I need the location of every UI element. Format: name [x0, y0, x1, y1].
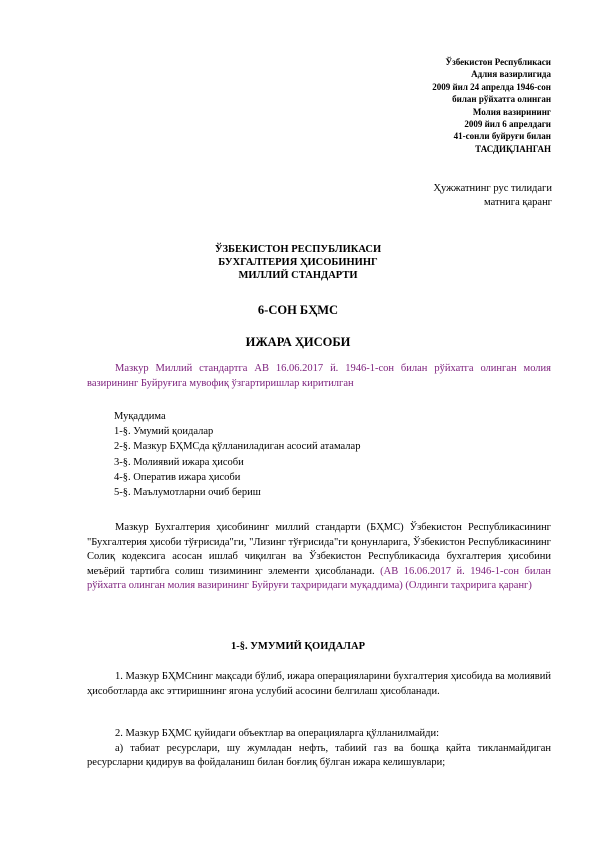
approval-line: 2009 йил 6 апрелдаги [464, 119, 551, 130]
toc-item-section-2[interactable]: 2-§. Мазкур БҲМСда қўлланиладиган асосий атамалар [114, 441, 361, 453]
standard-title [0, 243, 596, 282]
ref-note-line: Ҳужжатнинг рус тилидаги [433, 183, 552, 194]
toc-item-section-5[interactable]: 5-§. Маълумотларни очиб бериш [114, 487, 261, 499]
ref-note-line: матнига қаранг [484, 197, 552, 208]
preamble-paragraph [87, 521, 551, 594]
approval-line: Молия вазирининг [472, 106, 551, 117]
clause-2-text: 2. Мазкур БҲМС қуйидаги объектлар ва операцияларга қўлланилмайди: [115, 728, 439, 739]
standard-name: ИЖАРА ҲИСОБИ [245, 335, 351, 349]
amendment-note[interactable] [87, 362, 551, 391]
amendment-note-text: Мазкур Миллий стандартга АВ 16.06.2017 й. 1946-1-сон билан рўйхатга олинган молия вазирининг Буйруғига мувофиқ ўзгартиришлар киритилган [87, 363, 551, 389]
toc-item-section-4[interactable]: 4-§. Оператив ижара ҳисоби [114, 471, 241, 483]
standard-title-line: ЎЗБЕКИСТОН РЕСПУБЛИКАСИ [214, 244, 382, 255]
section-1-title: 1-§. УМУМИЙ ҚОИДАЛАР [230, 641, 365, 652]
approval-line: Ўзбекистон Республикаси [445, 57, 551, 67]
toc-item-preamble[interactable]: Муқаддима [114, 411, 166, 422]
russian-text-link[interactable] [332, 182, 552, 210]
table-of-contents [114, 409, 360, 500]
approval-line: ТАСДИҚЛАНГАН [475, 143, 551, 154]
standard-title-line: БУХГАЛТЕРИЯ ҲИСОБИНИНГ [218, 257, 378, 268]
approval-line: билан рўйхатга олинган [452, 94, 551, 105]
toc-item-section-3[interactable]: 3-§. Молиявий ижара ҳисоби [114, 456, 244, 468]
clause-2a-text: а) табиат ресурслари, шу жумладан нефть, табиий газ ва бошқа қайта тикланмайдиган ресурсларни қидирув ва фойдаланиш билан боғлиқ бўлган ижара келишувлари; [87, 742, 551, 769]
preamble-text: Мазкур Бухгалтерия ҳисобининг миллий стандарти (БҲМС) Ўзбекистон Республикасининг "Бухгалтерия ҳисоби тўғрисида"ги, "Лизинг тўғрисида"ги қонунларига, Ўзбекистон Республикасининг Солиқ кодексига асосан ишлаб чиқилган ва Ўзбекистон Республикасида бухгалтерия ҳисобини меъёрий тартибга солиш тизимининг элементи ҳисобланади. [87, 522, 551, 577]
approval-stamp [351, 56, 551, 155]
standard-title-line: МИЛЛИЙ СТАНДАРТИ [238, 270, 358, 281]
clause-1 [87, 670, 551, 699]
approval-line: 41-сонли буйруғи билан [453, 131, 551, 142]
toc-item-section-1[interactable]: 1-§. Умумий қоидалар [114, 426, 214, 438]
clause-1-text: 1. Мазкур БҲМСнинг мақсади бўлиб, ижара операцияларини бухгалтерия ҳисобида ва молиявий ҳисоботларда акс эттиришнинг ягона услубий асосини белгилаш ҳисобланади. [87, 671, 551, 697]
standard-number: 6-СОН БҲМС [257, 303, 339, 317]
approval-line: 2009 йил 24 апрелда 1946-сон [432, 81, 551, 92]
clause-2 [87, 727, 551, 771]
preamble-amendment-link[interactable]: (АВ 16.06.2017 й. 1946-1-сон билан рўйхатга олинган молия вазирининг Буйруғи таҳриридаги муқаддима) (Олдинги таҳририга қаранг) [87, 565, 552, 592]
approval-line: Адлия вазирлигида [471, 69, 551, 80]
